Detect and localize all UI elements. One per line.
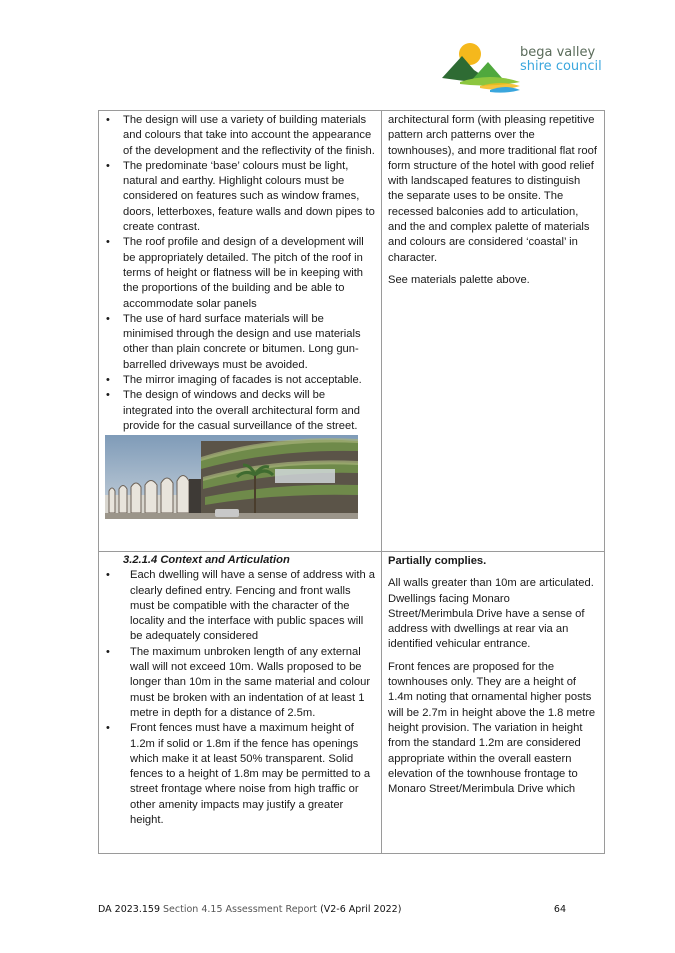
list-item: • The mirror imaging of facades is not acceptable. <box>123 373 377 388</box>
section-heading: 3.2.1.4 Context and Articulation <box>123 554 290 566</box>
logo-line-2: shire council <box>520 59 602 74</box>
footer-ref: DA 2023.159 <box>98 904 160 915</box>
list-item: • The design of windows and decks will be integrated into the overall architectural form and provide for the casual surveillance of the street. <box>123 388 377 434</box>
requirements-list <box>106 113 377 434</box>
list-item: • Each dwelling will have a sense of address with a clearly defined entry. Fencing and front walls must be compatible with the character of the locality and the interface with public spaces will be adequately considered <box>130 568 377 644</box>
comments-cell <box>382 111 605 552</box>
list-item: • The maximum unbroken length of any external wall will not exceed 10m. Walls proposed to be longer than 10m in the same material and colour must be broken with an indentation of at least 1 metre in depth for a distance of 2.5m. <box>130 645 377 721</box>
list-item: • The predominate ‘base’ colours must be light, natural and earthy. Highlight colours must be considered on features such as window frames, doors, letterboxes, feature walls and down pipes to create contrast. <box>123 159 377 235</box>
comment-paragraph: All walls greater than 10m are articulated. Dwellings facing Monaro Street/Merimbula Drive have a sense of address with dwellings at rear via an identified vehicular entrance. <box>388 577 594 651</box>
requirements-cell <box>99 111 382 552</box>
assessment-table <box>98 110 605 854</box>
footer-title: Section 4.15 Assessment Report <box>163 904 318 915</box>
compliance-status: Partially complies. <box>388 555 487 567</box>
list-item: • The roof profile and design of a development will be appropriately detailed. The pitch of the roof in terms of height or flatness will be in keeping with the proportions of the building and be able to accommodate solar panels <box>123 235 377 311</box>
page-footer <box>98 904 566 915</box>
page-number: 64 <box>553 904 566 915</box>
footer-document-title <box>98 904 401 915</box>
table-row <box>99 111 605 552</box>
logo-wordmark <box>520 46 602 74</box>
comments-cell <box>382 552 605 854</box>
comment-paragraph: architectural form (with pleasing repetitive pattern arch patterns over the townhouses), and more traditional flat roof form structure of the hotel with good relief with landscaped features to distinguish the separate uses to be onsite. The recessed balconies add to articulation, and the and complex palette of materials and colours are considered ‘coastal’ in character. <box>388 114 597 264</box>
requirements-list <box>106 568 377 828</box>
list-item: • The use of hard surface materials will be minimised through the design and use materials other than plain concrete or bitumen. Long gun-barrelled driveways must be avoided. <box>123 312 377 373</box>
council-logo <box>440 38 640 94</box>
comment-paragraph: Front fences are proposed for the townhouses only. They are a height of 1.4m noting that ornamental higher posts will be 2.7m in height above the 1.8 metre height provision. The variation in height from the standard 1.2m are considered appropriate within the overall eastern elevation of the townhouse frontage to Monaro Street/Merimbula Drive which <box>388 660 596 796</box>
logo-line-1: bega valley <box>520 45 596 60</box>
table-row <box>99 552 605 854</box>
footer-version: (V2-6 April 2022) <box>320 904 402 915</box>
mountains-logo-icon <box>440 38 520 94</box>
comment-paragraph: See materials palette above. <box>388 273 530 286</box>
list-item: • The design will use a variety of building materials and colours that take into account the appearance of the development and the reflectivity of the finish. <box>123 113 377 159</box>
development-rendering-image <box>105 435 358 519</box>
requirements-cell <box>99 552 382 854</box>
list-item: • Front fences must have a maximum height of 1.2m if solid or 1.8m if the fence has openings which make it at least 50% transparent. Solid fences to a height of 1.8m may be permitted to a street frontage where noise from high traffic or other amenity impacts may justify a greater height. <box>130 721 377 828</box>
